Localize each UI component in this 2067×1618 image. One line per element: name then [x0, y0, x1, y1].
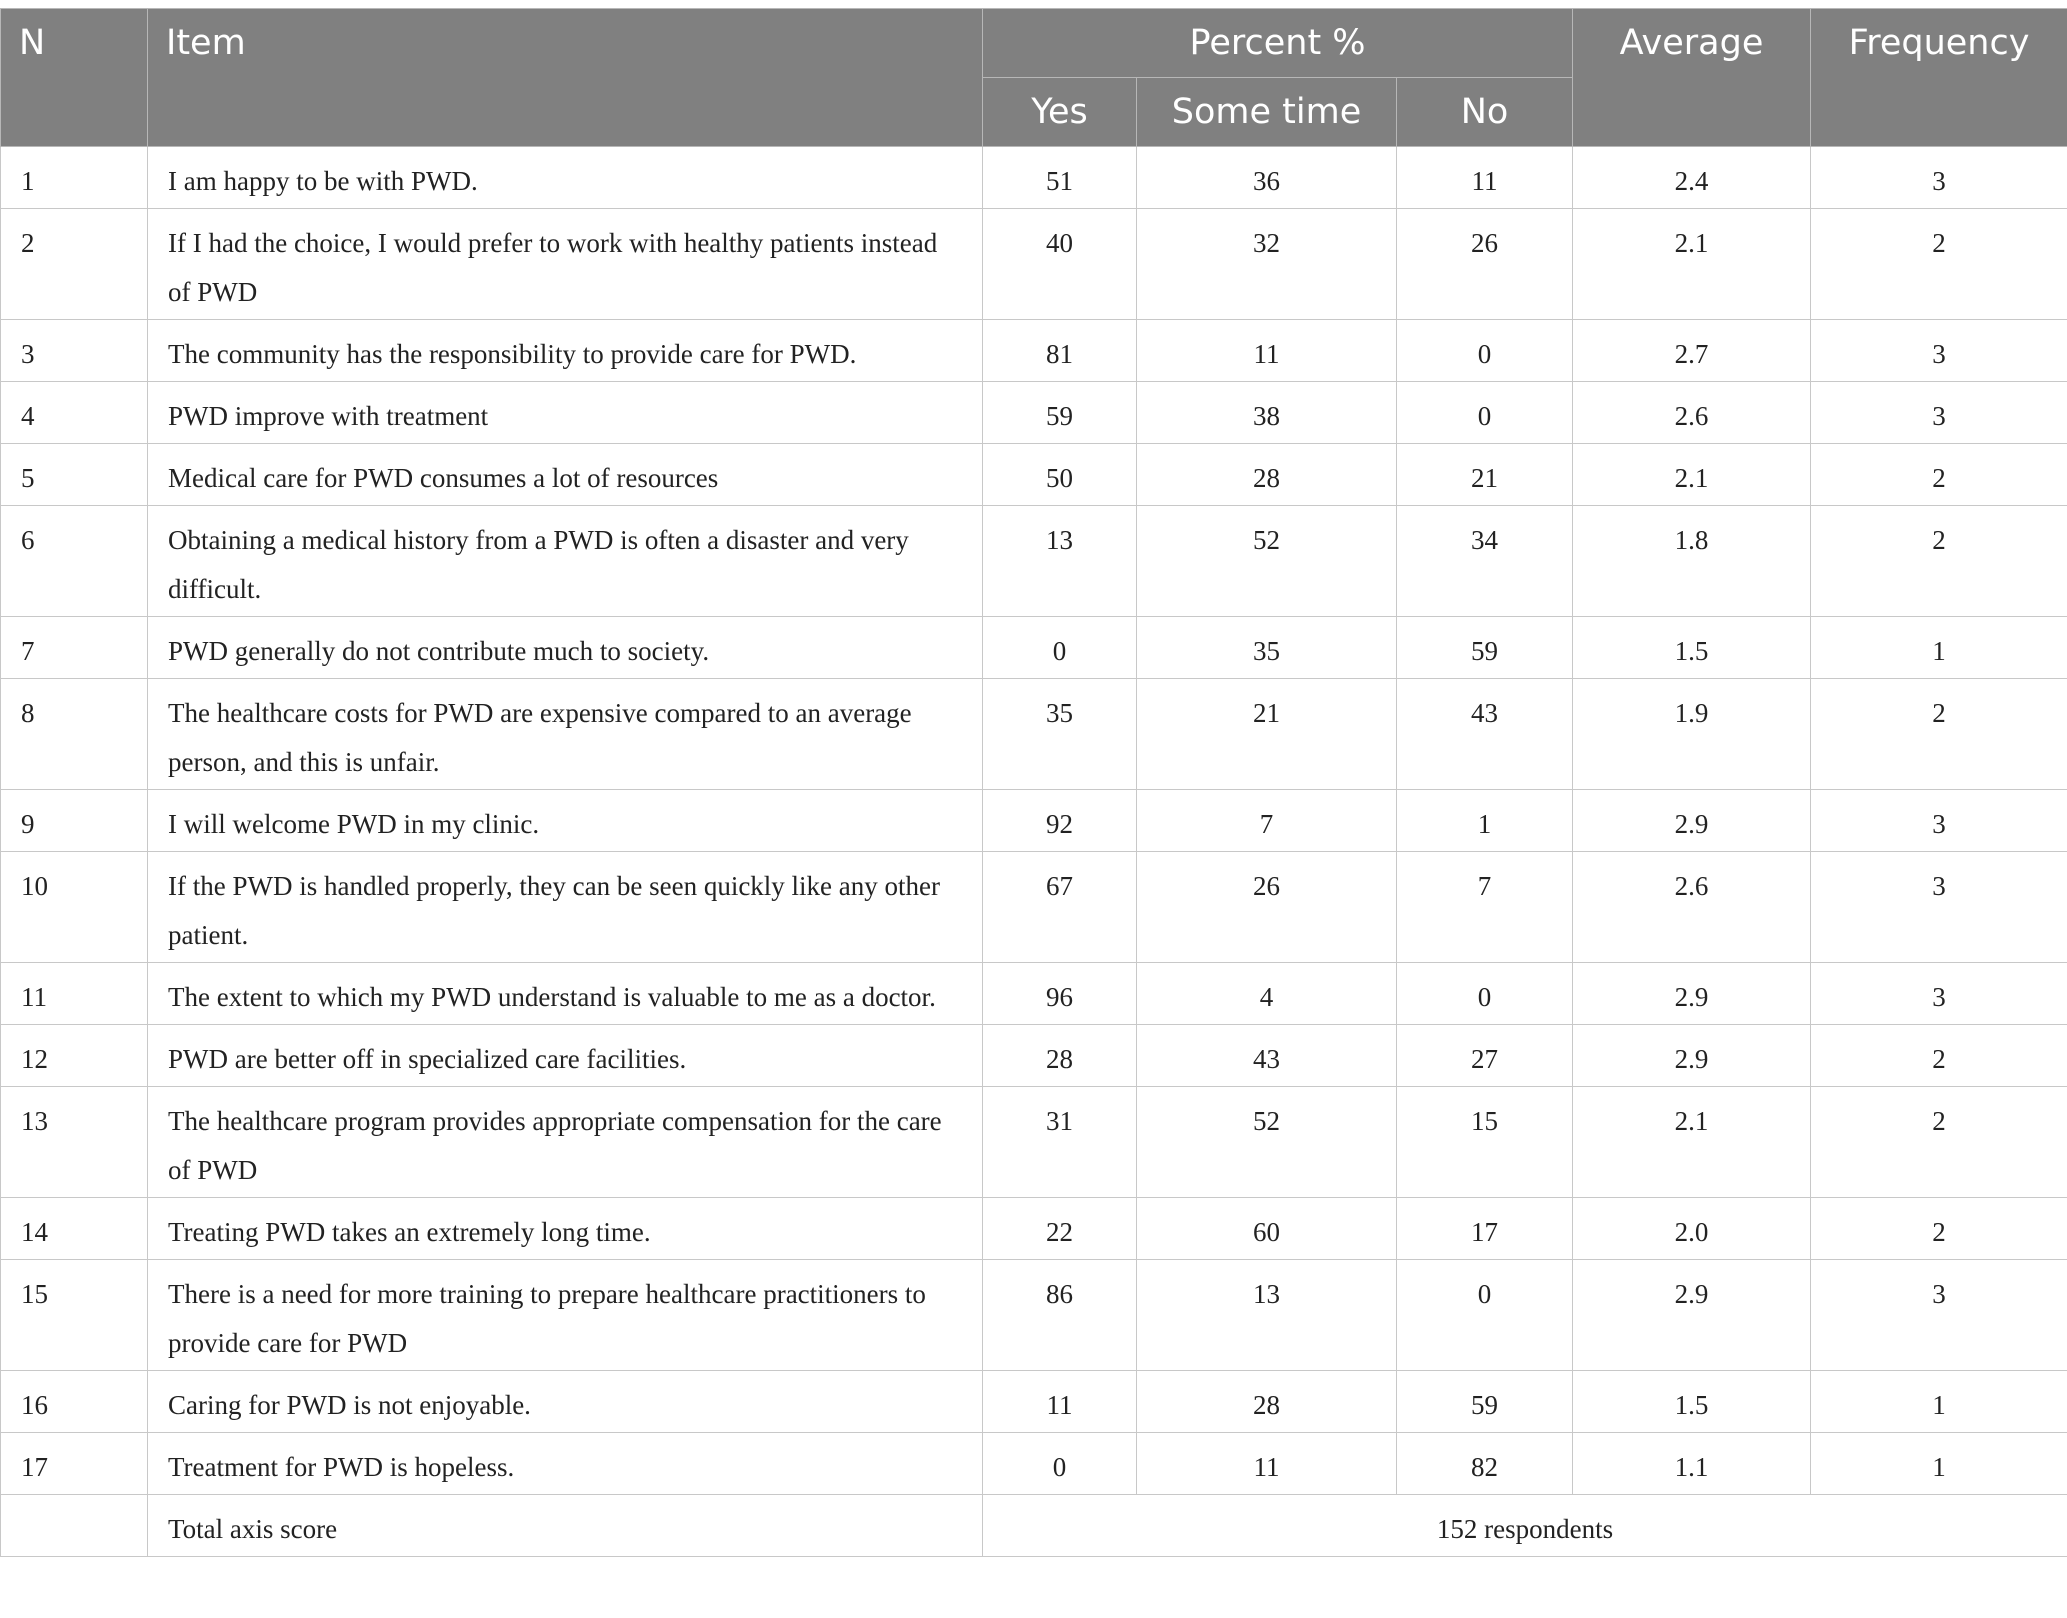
table-row [1, 1371, 2067, 1433]
table-row [1, 209, 2067, 320]
row-number: 11 [1, 963, 148, 1025]
table-row [1, 147, 2067, 209]
average-value: 1.8 [1573, 506, 1811, 617]
average-value: 1.1 [1573, 1433, 1811, 1495]
some-time-percent: 52 [1137, 1087, 1397, 1198]
table-row [1, 1433, 2067, 1495]
table-row [1, 1260, 2067, 1371]
average-value: 2.4 [1573, 147, 1811, 209]
table-row [1, 617, 2067, 679]
some-time-percent: 38 [1137, 382, 1397, 444]
row-number: 1 [1, 147, 148, 209]
frequency-value: 3 [1811, 320, 2067, 382]
average-value: 1.5 [1573, 617, 1811, 679]
row-number: 12 [1, 1025, 148, 1087]
frequency-value: 3 [1811, 852, 2067, 963]
average-value: 2.7 [1573, 320, 1811, 382]
row-number: 3 [1, 320, 148, 382]
item-text: The healthcare costs for PWD are expensive compared to an average person, and this is unfair. [148, 679, 983, 790]
yes-percent: 22 [983, 1198, 1137, 1260]
no-percent: 7 [1397, 852, 1573, 963]
some-time-percent: 26 [1137, 852, 1397, 963]
frequency-value: 2 [1811, 679, 2067, 790]
table-row [1, 963, 2067, 1025]
row-number: 7 [1, 617, 148, 679]
frequency-value: 2 [1811, 1025, 2067, 1087]
row-number: 16 [1, 1371, 148, 1433]
header-item: Item [148, 9, 983, 147]
some-time-percent: 36 [1137, 147, 1397, 209]
yes-percent: 35 [983, 679, 1137, 790]
table-row [1, 679, 2067, 790]
some-time-percent: 4 [1137, 963, 1397, 1025]
row-number: 5 [1, 444, 148, 506]
frequency-value: 3 [1811, 790, 2067, 852]
row-number: 10 [1, 852, 148, 963]
average-value: 2.9 [1573, 1025, 1811, 1087]
yes-percent: 40 [983, 209, 1137, 320]
item-text: PWD are better off in specialized care facilities. [148, 1025, 983, 1087]
frequency-value: 3 [1811, 382, 2067, 444]
row-number: 14 [1, 1198, 148, 1260]
table-footer [1, 1495, 2067, 1557]
average-value: 2.1 [1573, 209, 1811, 320]
no-percent: 43 [1397, 679, 1573, 790]
yes-percent: 51 [983, 147, 1137, 209]
frequency-value: 1 [1811, 617, 2067, 679]
table-row [1, 506, 2067, 617]
some-time-percent: 32 [1137, 209, 1397, 320]
yes-percent: 67 [983, 852, 1137, 963]
average-value: 2.9 [1573, 963, 1811, 1025]
no-percent: 0 [1397, 382, 1573, 444]
yes-percent: 13 [983, 506, 1137, 617]
item-text: Caring for PWD is not enjoyable. [148, 1371, 983, 1433]
item-text: The community has the responsibility to provide care for PWD. [148, 320, 983, 382]
frequency-value: 1 [1811, 1433, 2067, 1495]
row-number: 15 [1, 1260, 148, 1371]
some-time-percent: 28 [1137, 444, 1397, 506]
no-percent: 59 [1397, 1371, 1573, 1433]
frequency-value: 3 [1811, 963, 2067, 1025]
average-value: 2.6 [1573, 382, 1811, 444]
row-number: 8 [1, 679, 148, 790]
header-n: N [1, 9, 148, 147]
some-time-percent: 21 [1137, 679, 1397, 790]
no-percent: 1 [1397, 790, 1573, 852]
row-number: 17 [1, 1433, 148, 1495]
no-percent: 26 [1397, 209, 1573, 320]
average-value: 1.5 [1573, 1371, 1811, 1433]
yes-percent: 96 [983, 963, 1137, 1025]
header-percent: Percent % [983, 9, 1573, 78]
some-time-percent: 7 [1137, 790, 1397, 852]
table-row [1, 320, 2067, 382]
average-value: 2.1 [1573, 1087, 1811, 1198]
item-text: If the PWD is handled properly, they can be seen quickly like any other patient. [148, 852, 983, 963]
yes-percent: 11 [983, 1371, 1137, 1433]
table-header [1, 9, 2067, 147]
some-time-percent: 52 [1137, 506, 1397, 617]
no-percent: 11 [1397, 147, 1573, 209]
frequency-value: 2 [1811, 506, 2067, 617]
table-row [1, 1087, 2067, 1198]
item-text: Medical care for PWD consumes a lot of resources [148, 444, 983, 506]
table-row [1, 790, 2067, 852]
row-number: 6 [1, 506, 148, 617]
some-time-percent: 11 [1137, 320, 1397, 382]
item-text: I will welcome PWD in my clinic. [148, 790, 983, 852]
no-percent: 0 [1397, 320, 1573, 382]
row-number: 9 [1, 790, 148, 852]
no-percent: 17 [1397, 1198, 1573, 1260]
item-text: Treatment for PWD is hopeless. [148, 1433, 983, 1495]
some-time-percent: 35 [1137, 617, 1397, 679]
item-text: I am happy to be with PWD. [148, 147, 983, 209]
average-value: 2.1 [1573, 444, 1811, 506]
table-row [1, 852, 2067, 963]
some-time-percent: 28 [1137, 1371, 1397, 1433]
yes-percent: 31 [983, 1087, 1137, 1198]
total-row [1, 1495, 2067, 1557]
no-percent: 34 [1397, 506, 1573, 617]
some-time-percent: 13 [1137, 1260, 1397, 1371]
no-percent: 59 [1397, 617, 1573, 679]
no-percent: 15 [1397, 1087, 1573, 1198]
table-row [1, 382, 2067, 444]
some-time-percent: 60 [1137, 1198, 1397, 1260]
item-text: Obtaining a medical history from a PWD is often a disaster and very difficult. [148, 506, 983, 617]
no-percent: 21 [1397, 444, 1573, 506]
row-number: 2 [1, 209, 148, 320]
frequency-value: 3 [1811, 147, 2067, 209]
frequency-value: 2 [1811, 209, 2067, 320]
yes-percent: 0 [983, 1433, 1137, 1495]
some-time-percent: 11 [1137, 1433, 1397, 1495]
table-body [1, 147, 2067, 1495]
header-some-time: Some time [1137, 78, 1397, 147]
average-value: 1.9 [1573, 679, 1811, 790]
header-yes: Yes [983, 78, 1137, 147]
table-row [1, 1025, 2067, 1087]
frequency-value: 2 [1811, 444, 2067, 506]
item-text: PWD improve with treatment [148, 382, 983, 444]
frequency-value: 2 [1811, 1198, 2067, 1260]
yes-percent: 86 [983, 1260, 1137, 1371]
average-value: 2.6 [1573, 852, 1811, 963]
no-percent: 82 [1397, 1433, 1573, 1495]
survey-table [0, 8, 2067, 1557]
frequency-value: 1 [1811, 1371, 2067, 1433]
item-text: The extent to which my PWD understand is valuable to me as a doctor. [148, 963, 983, 1025]
item-text: There is a need for more training to prepare healthcare practitioners to provide care for PWD [148, 1260, 983, 1371]
item-text: If I had the choice, I would prefer to work with healthy patients instead of PWD [148, 209, 983, 320]
yes-percent: 92 [983, 790, 1137, 852]
yes-percent: 81 [983, 320, 1137, 382]
no-percent: 0 [1397, 963, 1573, 1025]
header-no: No [1397, 78, 1573, 147]
frequency-value: 3 [1811, 1260, 2067, 1371]
row-number: 4 [1, 382, 148, 444]
average-value: 2.9 [1573, 1260, 1811, 1371]
header-average: Average [1573, 9, 1811, 147]
row-number: 13 [1, 1087, 148, 1198]
total-value: 152 respondents [983, 1495, 2067, 1557]
table-row [1, 444, 2067, 506]
table-row [1, 1198, 2067, 1260]
yes-percent: 59 [983, 382, 1137, 444]
yes-percent: 50 [983, 444, 1137, 506]
frequency-value: 2 [1811, 1087, 2067, 1198]
yes-percent: 0 [983, 617, 1137, 679]
average-value: 2.0 [1573, 1198, 1811, 1260]
header-frequency: Frequency [1811, 9, 2067, 147]
average-value: 2.9 [1573, 790, 1811, 852]
item-text: The healthcare program provides appropriate compensation for the care of PWD [148, 1087, 983, 1198]
total-label: Total axis score [148, 1495, 983, 1557]
yes-percent: 28 [983, 1025, 1137, 1087]
total-n-cell [1, 1495, 148, 1557]
item-text: Treating PWD takes an extremely long time. [148, 1198, 983, 1260]
some-time-percent: 43 [1137, 1025, 1397, 1087]
no-percent: 27 [1397, 1025, 1573, 1087]
item-text: PWD generally do not contribute much to society. [148, 617, 983, 679]
no-percent: 0 [1397, 1260, 1573, 1371]
